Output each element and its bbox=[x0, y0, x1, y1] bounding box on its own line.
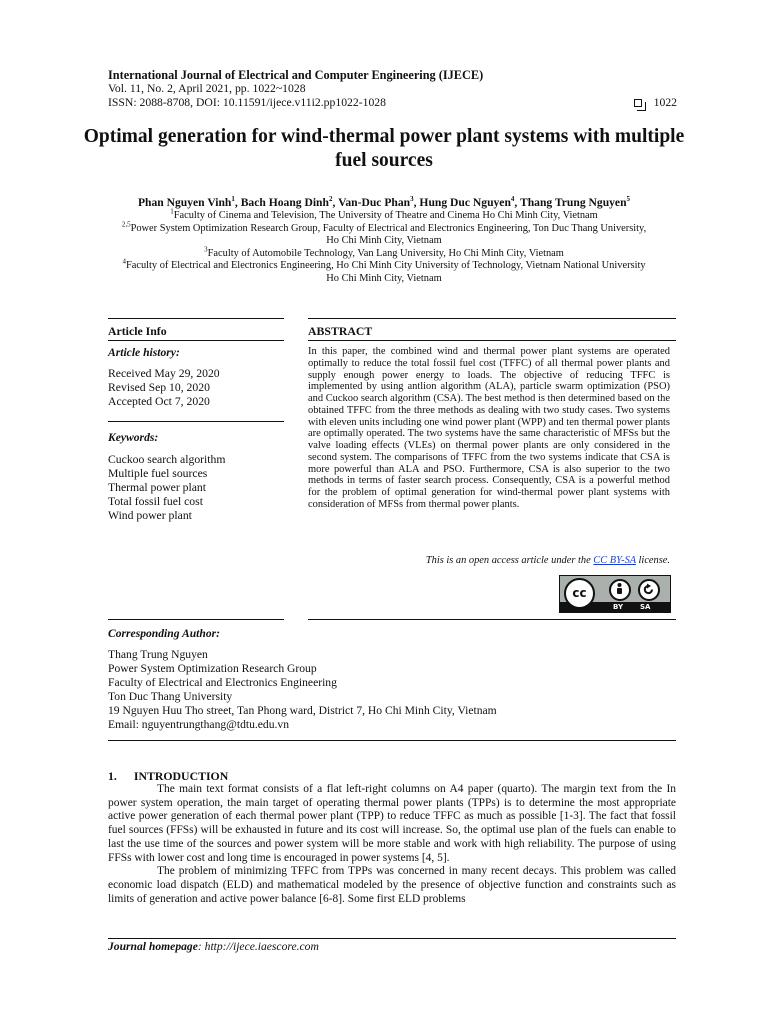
creative-commons-by-sa-icon[interactable] bbox=[559, 575, 671, 613]
abstract-heading: ABSTRACT bbox=[308, 324, 373, 338]
history-list bbox=[108, 367, 220, 409]
corresponding-line: Power System Optimization Research Group bbox=[108, 662, 317, 675]
introduction-body bbox=[108, 783, 676, 906]
affiliations bbox=[116, 207, 652, 285]
share-alike-icon bbox=[638, 579, 660, 601]
keyword: Wind power plant bbox=[108, 509, 192, 522]
history-item: Accepted Oct 7, 2020 bbox=[108, 395, 210, 408]
author: Thang Trung Nguyen$^5$ bbox=[520, 195, 631, 209]
keyword: Cuckoo search algorithm bbox=[108, 453, 226, 466]
corresponding-details bbox=[108, 648, 497, 732]
keywords-list bbox=[108, 453, 226, 523]
footer-divider bbox=[108, 938, 676, 939]
square-bullet-icon bbox=[634, 99, 642, 107]
divider bbox=[108, 740, 676, 741]
homepage-link[interactable]: http://ijece.iaescore.com bbox=[204, 940, 319, 953]
author: Phan Nguyen Vinh$^1$ bbox=[137, 195, 235, 209]
corresponding-heading: Corresponding Author: bbox=[108, 627, 221, 640]
keywords-heading: Keywords: bbox=[108, 431, 159, 444]
affiliation: $^4$Faculty of Electrical and Electronics Engineering, Ho Chi Minh City University of Technology, Vietnam National University Ho Chi Minh City, Vietnam bbox=[122, 257, 646, 284]
divider bbox=[108, 619, 284, 620]
divider bbox=[108, 421, 284, 422]
journal-homepage: Journal homepage: http://ijece.iaescore.com bbox=[108, 940, 319, 953]
by-label: BY bbox=[613, 603, 624, 611]
keyword: Thermal power plant bbox=[108, 481, 207, 494]
page-number-block bbox=[634, 96, 677, 109]
affiliation: $^3$Faculty of Automobile Technology, Van Lang University, Ho Chi Minh City, Vietnam bbox=[204, 245, 564, 259]
corresponding-line: 19 Nguyen Huu Tho street, Tan Phong ward, District 7, Ho Chi Minh City, Vietnam bbox=[108, 704, 497, 717]
history-heading: Article history: bbox=[108, 346, 180, 359]
sa-label: SA bbox=[640, 603, 651, 611]
license-statement: This is an open access article under the CC BY-SA license. bbox=[425, 555, 670, 566]
corresponding-line: Faculty of Electrical and Electronics Engineering bbox=[108, 676, 337, 689]
keyword: Total fossil fuel cost bbox=[108, 495, 203, 508]
history-item: Received May 29, 2020 bbox=[108, 367, 220, 380]
author: Bach Hoang Dinh$^2$ bbox=[240, 195, 333, 209]
divider bbox=[308, 619, 676, 620]
author-list: Phan Nguyen Vinh$^1$, Bach Hoang Dinh$^2$, Van-Duc Phan$^3$, Hung Duc Nguyen$^4$, Thang Trung Nguyen$^5$ bbox=[137, 195, 631, 209]
page-number: 1022 bbox=[653, 96, 677, 109]
author: Hung Duc Nguyen$^4$ bbox=[419, 195, 515, 209]
keyword: Multiple fuel sources bbox=[108, 467, 208, 480]
divider bbox=[108, 340, 284, 341]
corresponding-line: Thang Trung Nguyen bbox=[108, 648, 208, 661]
paragraph: The problem of minimizing TFFC from TPPs was concerned in many recent decays. This problem was called economic load dispatch (ELD) and mathematical modeled by the presence of objective function and constraints such as limits of generation and active power balance [6-8]. Some first ELD problems bbox=[108, 865, 676, 905]
corresponding-email: Email: nguyentrungthang@tdtu.edu.vn bbox=[108, 718, 290, 731]
abstract-text: In this paper, the combined wind and thermal power plant systems are operated optimally to reduce the total fossil fuel cost (TFFC) of all thermal power plants and supply enough power energy to loads. The objective of reducing TFFC is implemented by using antlion algorithm (ALA), particle swarm optimization (PSO) and Cuckoo search algorithm (CSA). The best method is then determined based on the obtained TFFC from the three methods as dealing with two study cases. Two systems with eleven units including one wind power plant (WPP) and ten thermal power plants are optimally operated. The two systems have the same characteristic of MFSs but the valve loading effects (VLEs) on thermal power plants are only considered in the second system. The comparisons of TFFC from the two systems indicate that CSA is more powerful than ALA and PSO. Furthermore, CSA is also superior to the two methods in terms of faster search process. Consequently, CSA is a powerful method for the problem of optimal generation for wind-thermal power plant systems with consideration of MFSs from thermal power plants. bbox=[308, 346, 670, 510]
journal-volume-line: Vol. 11, No. 2, April 2021, pp. 1022~1028 bbox=[108, 82, 306, 95]
paper-title: Optimal generation for wind-thermal power plant systems with multiple fuel sources bbox=[83, 126, 685, 171]
divider bbox=[308, 318, 676, 319]
journal-name: International Journal of Electrical and Computer Engineering (IJECE) bbox=[108, 68, 484, 82]
cc-by-sa-link[interactable]: CC BY-SA bbox=[593, 555, 636, 566]
article-info-heading: Article Info bbox=[108, 324, 167, 338]
cc-circle-icon: cc bbox=[564, 578, 595, 609]
divider bbox=[108, 318, 284, 319]
divider bbox=[308, 340, 676, 341]
author: Van-Duc Phan$^3$ bbox=[338, 195, 414, 209]
history-item: Revised Sep 10, 2020 bbox=[108, 381, 210, 394]
affiliation: $^{2,5}$Power System Optimization Research Group, Faculty of Electrical and Electronics Engineering, Ton Duc Thang University, Ho Chi Minh City, Vietnam bbox=[121, 220, 647, 246]
journal-issn-line: ISSN: 2088-8708, DOI: 10.11591/ijece.v11i2.pp1022-1028 bbox=[108, 96, 386, 109]
paragraph: The main text format consists of a flat left-right columns on A4 paper (quarto). The margin text from the In power system operation, the main target of operating thermal power plants (TPPs) is to determine the most appropriate active power generation of each thermal power plant (TPP) to reduce TFFC as much as possible [1-3]. The fact that fossil fuel sources (FFSs) will be exhausted in future and its cost will increase. So, the optimal use plan of the fuels can enable to last the use time of the sources and power system will be more stable and work with high reliability. The purpose of using FFSs with lower cost and long time is encouraged in power systems [4, 5]. bbox=[108, 783, 676, 864]
person-icon bbox=[609, 579, 631, 601]
section-heading: 1. INTRODUCTION bbox=[108, 769, 229, 783]
corresponding-line: Ton Duc Thang University bbox=[108, 690, 233, 703]
affiliation: $^1$Faculty of Cinema and Television, The University of Theatre and Cinema Ho Chi Minh City, Vietnam bbox=[170, 207, 598, 221]
